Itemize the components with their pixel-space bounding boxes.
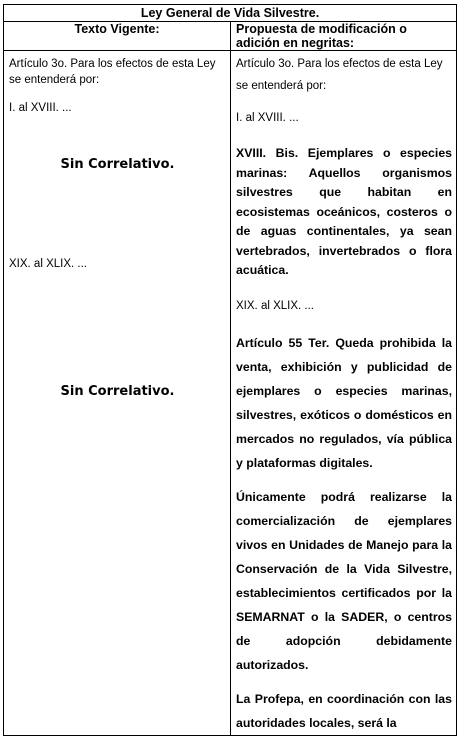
- right-range-2: XIX. al XLIX. ...: [236, 299, 314, 312]
- left-range-2: XIX. al XLIX. ...: [9, 258, 87, 270]
- left-sin-correlativo-1: Sin Correlativo.: [60, 157, 175, 172]
- comparison-table: [3, 4, 457, 736]
- right-intro: Artículo 3o. Para los efectos de esta Ley se entenderá por:: [236, 58, 443, 92]
- right-xviii-bis: XVIII. Bis. Ejemplares o especies marinas: Aquellos organismos silvestres que habitan en ecosistemas oceánicos, costeros o de aguas continentales, ya sean vertebrados, invertebrados o flora acuática.: [236, 146, 452, 277]
- left-intro: Artículo 3o. Para los efectos de esta Ley se entenderá por:: [9, 58, 216, 86]
- right-profepa-paragraph: La Profepa, en coordinación con las autoridades locales, será la: [236, 691, 452, 730]
- header-current-text: Texto Vigente:: [4, 22, 231, 51]
- left-sin-correlativo-2: Sin Correlativo.: [60, 384, 175, 399]
- right-unicamente-paragraph: Únicamente podrá realizarse la comercialización de ejemplares vivos en Unidades de Manejo para la Conservación de la Vida Silvestre, establecimientos certificados por la SEMARNAT o la SADER, o centros de adopción debidamente autorizados.: [236, 489, 452, 672]
- table-title: Ley General de Vida Silvestre.: [4, 5, 457, 22]
- left-range-1: I. al XVIII. ...: [9, 102, 72, 114]
- right-column-cell: [231, 51, 457, 736]
- comparison-document: [3, 4, 457, 730]
- right-article-55-ter: Artículo 55 Ter. Queda prohibida la venta, exhibición y publicidad de ejemplares o especies marinas, silvestres, exóticos o domésticos en mercados no regulados, vía pública y plataformas digitales.: [236, 335, 452, 470]
- left-column-cell: [4, 51, 231, 736]
- header-proposal: Propuesta de modificación o adición en negritas:: [231, 22, 457, 51]
- right-range-1: I. al XVIII. ...: [236, 112, 299, 124]
